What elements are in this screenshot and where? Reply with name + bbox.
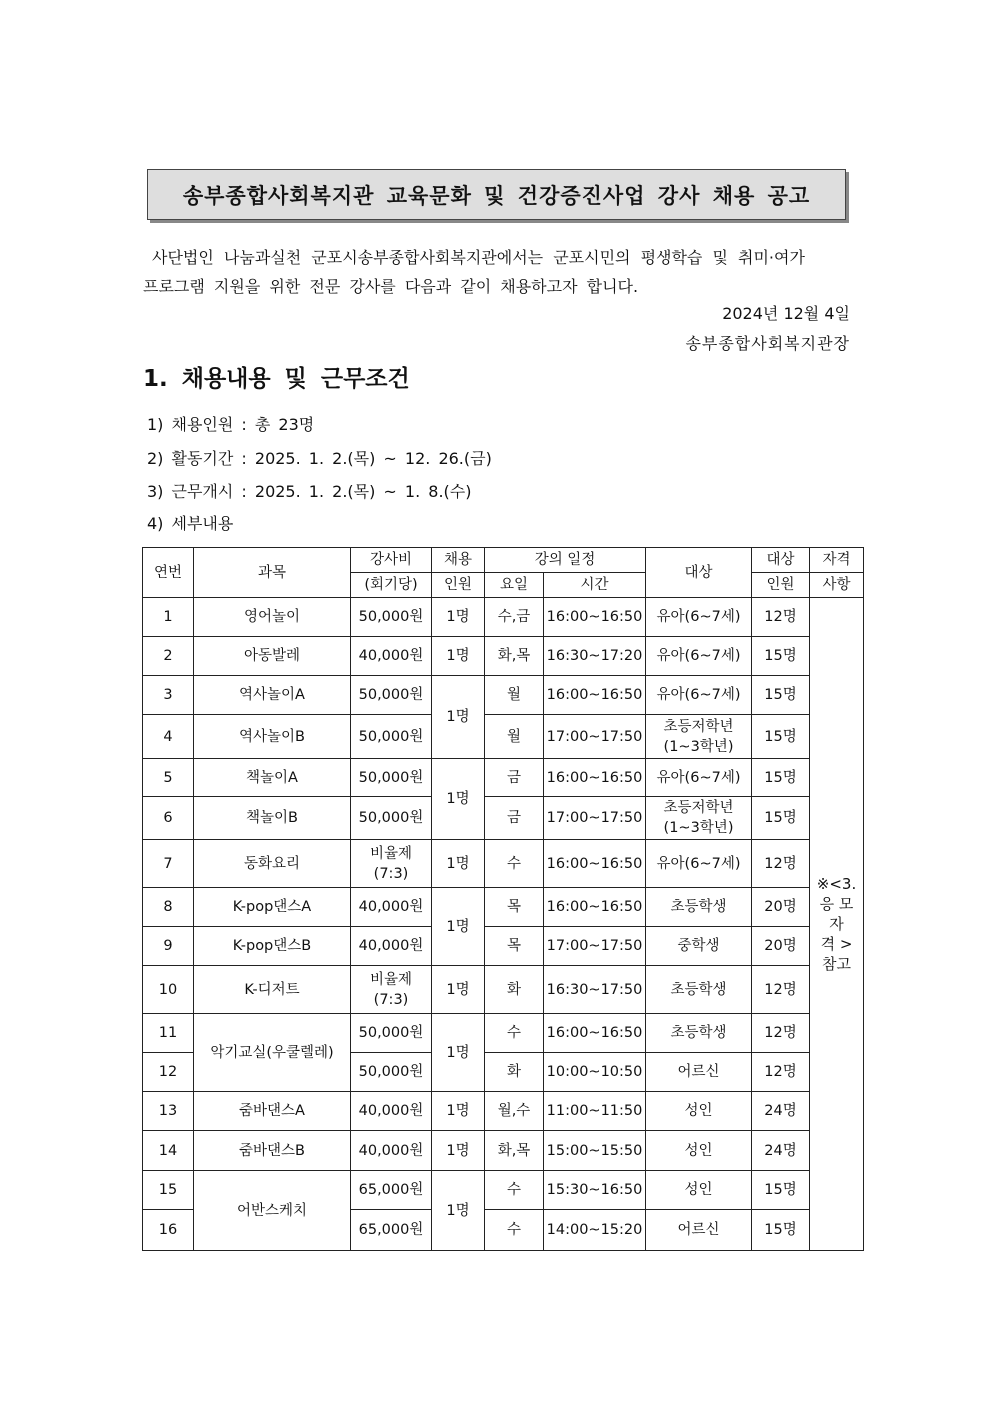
target-line: 초등저학년 <box>663 800 734 816</box>
cell-hire: 1명 <box>432 1014 485 1092</box>
cell-target: 성인 <box>646 1171 752 1210</box>
cell-hire: 1명 <box>432 759 485 840</box>
table-row <box>143 966 864 1014</box>
cell-no: 1 <box>143 598 194 637</box>
cell-target: 초등학생 <box>646 888 752 927</box>
cell-subject: 영어놀이 <box>194 598 351 637</box>
cell-qualification <box>810 598 864 1251</box>
cell-day: 금 <box>485 759 544 797</box>
item-details: 4) 세부내용 <box>147 514 234 533</box>
table-row <box>143 840 864 888</box>
cell-count: 12명 <box>752 840 810 888</box>
cell-count: 15명 <box>752 715 810 759</box>
cell-subject: 줌바댄스A <box>194 1092 351 1131</box>
cell-time: 15:00~15:50 <box>544 1131 646 1171</box>
cell-time: 17:00~17:50 <box>544 927 646 966</box>
cell-count: 12명 <box>752 598 810 637</box>
cell-fee <box>351 840 432 888</box>
cell-day: 목 <box>485 888 544 927</box>
cell-no: 13 <box>143 1092 194 1131</box>
cell-hire: 1명 <box>432 637 485 676</box>
intro-paragraph <box>143 243 851 301</box>
fee-line: 비율제 <box>369 971 413 988</box>
cell-target: 유아(6~7세) <box>646 676 752 715</box>
table-row <box>143 797 864 840</box>
cell-fee: 40,000원 <box>351 1092 432 1131</box>
cell-count: 12명 <box>752 966 810 1014</box>
cell-day: 화,목 <box>485 637 544 676</box>
cell-no: 9 <box>143 927 194 966</box>
qualification-line: 참고 <box>822 955 851 973</box>
cell-day: 수 <box>485 1014 544 1053</box>
cell-target: 유아(6~7세) <box>646 759 752 797</box>
cell-target: 유아(6~7세) <box>646 840 752 888</box>
cell-day: 화 <box>485 1053 544 1092</box>
cell-fee: 40,000원 <box>351 1131 432 1171</box>
cell-fee: 40,000원 <box>351 888 432 927</box>
cell-no: 2 <box>143 637 194 676</box>
cell-subject: 줌바댄스B <box>194 1131 351 1171</box>
header-target: 대상 <box>646 548 752 598</box>
cell-no: 7 <box>143 840 194 888</box>
cell-time: 17:00~17:50 <box>544 715 646 759</box>
cell-no: 12 <box>143 1053 194 1092</box>
cell-count: 15명 <box>752 676 810 715</box>
cell-target: 초등학생 <box>646 1014 752 1053</box>
header-day: 요일 <box>485 573 544 598</box>
qualification-line: 격 > <box>820 935 853 953</box>
cell-subject: 역사놀이A <box>194 676 351 715</box>
cell-time: 16:30~17:20 <box>544 637 646 676</box>
cell-fee: 40,000원 <box>351 927 432 966</box>
qualification-line: ※<3. <box>816 875 857 893</box>
cell-time: 16:00~16:50 <box>544 1014 646 1053</box>
cell-day: 월 <box>485 715 544 759</box>
recruitment-table <box>142 547 864 1251</box>
cell-time: 15:30~16:50 <box>544 1171 646 1210</box>
cell-fee: 65,000원 <box>351 1210 432 1251</box>
header-subject: 과목 <box>194 548 351 598</box>
cell-hire: 1명 <box>432 888 485 966</box>
cell-no: 3 <box>143 676 194 715</box>
cell-day: 월,수 <box>485 1092 544 1131</box>
cell-fee <box>351 966 432 1014</box>
page-title: 송부종합사회복지관 교육문화 및 건강증진사업 강사 채용 공고 <box>147 169 846 220</box>
cell-count: 12명 <box>752 1014 810 1053</box>
table-row <box>143 927 864 966</box>
target-line: 초등저학년 <box>663 718 734 735</box>
fee-line: (7:3) <box>373 991 409 1008</box>
cell-day: 목 <box>485 927 544 966</box>
table-row <box>143 676 864 715</box>
cell-day: 금 <box>485 797 544 840</box>
header-fee: 강사비 <box>351 548 432 573</box>
header-qualification-sub: 사항 <box>810 573 864 598</box>
header-fee-sub: (회기당) <box>351 573 432 598</box>
cell-target: 어르신 <box>646 1210 752 1251</box>
cell-count: 15명 <box>752 1171 810 1210</box>
cell-time: 17:00~17:50 <box>544 797 646 840</box>
cell-time: 10:00~10:50 <box>544 1053 646 1092</box>
cell-day: 수,금 <box>485 598 544 637</box>
cell-count: 15명 <box>752 759 810 797</box>
cell-target: 성인 <box>646 1092 752 1131</box>
header-count: 대상 <box>752 548 810 573</box>
cell-count: 20명 <box>752 927 810 966</box>
cell-target: 성인 <box>646 1131 752 1171</box>
cell-day: 화 <box>485 966 544 1014</box>
cell-time: 16:00~16:50 <box>544 840 646 888</box>
cell-no: 16 <box>143 1210 194 1251</box>
cell-hire: 1명 <box>432 1092 485 1131</box>
item-period: 2) 활동기간 : 2025. 1. 2.(목) ~ 12. 26.(금) <box>147 449 492 468</box>
cell-target <box>646 797 752 840</box>
cell-hire: 1명 <box>432 1131 485 1171</box>
cell-target: 중학생 <box>646 927 752 966</box>
cell-day: 수 <box>485 1210 544 1251</box>
cell-count: 15명 <box>752 797 810 840</box>
target-line: (1~3학년) <box>663 820 734 836</box>
cell-fee: 50,000원 <box>351 797 432 840</box>
header-count-sub: 인원 <box>752 573 810 598</box>
announcement-date: 2024년 12월 4일 <box>722 304 850 323</box>
header-no: 연번 <box>143 548 194 598</box>
signature: 송부종합사회복지관장 <box>685 334 850 353</box>
fee-line: (7:3) <box>373 865 409 882</box>
cell-target: 유아(6~7세) <box>646 637 752 676</box>
cell-time: 16:30~17:50 <box>544 966 646 1014</box>
cell-fee: 50,000원 <box>351 676 432 715</box>
table-row <box>143 1171 864 1210</box>
table-row <box>143 637 864 676</box>
cell-no: 5 <box>143 759 194 797</box>
cell-time: 16:00~16:50 <box>544 598 646 637</box>
cell-hire: 1명 <box>432 840 485 888</box>
cell-no: 6 <box>143 797 194 840</box>
cell-subject: K-디저트 <box>194 966 351 1014</box>
cell-hire: 1명 <box>432 676 485 759</box>
table-row <box>143 1014 864 1053</box>
cell-subject: 아동발레 <box>194 637 351 676</box>
item-start: 3) 근무개시 : 2025. 1. 2.(목) ~ 1. 8.(수) <box>147 482 472 501</box>
cell-no: 4 <box>143 715 194 759</box>
cell-no: 15 <box>143 1171 194 1210</box>
cell-day: 월 <box>485 676 544 715</box>
cell-count: 12명 <box>752 1053 810 1092</box>
table-row <box>143 1131 864 1171</box>
cell-count: 24명 <box>752 1131 810 1171</box>
cell-time: 16:00~16:50 <box>544 759 646 797</box>
cell-target: 어르신 <box>646 1053 752 1092</box>
cell-fee: 40,000원 <box>351 637 432 676</box>
cell-subject: 악기교실(우쿨렐레) <box>194 1014 351 1092</box>
cell-time: 14:00~15:20 <box>544 1210 646 1251</box>
cell-hire: 1명 <box>432 1171 485 1251</box>
cell-fee: 50,000원 <box>351 598 432 637</box>
cell-subject: 책놀이B <box>194 797 351 840</box>
table-row <box>143 888 864 927</box>
cell-hire: 1명 <box>432 966 485 1014</box>
table-row <box>143 1092 864 1131</box>
cell-hire: 1명 <box>432 598 485 637</box>
section-heading: 1. 채용내용 및 근무조건 <box>143 366 410 392</box>
cell-count: 15명 <box>752 637 810 676</box>
cell-no: 8 <box>143 888 194 927</box>
fee-line: 비율제 <box>369 845 413 862</box>
cell-fee: 50,000원 <box>351 715 432 759</box>
cell-day: 수 <box>485 1171 544 1210</box>
cell-time: 16:00~16:50 <box>544 676 646 715</box>
header-schedule: 강의 일정 <box>485 548 646 573</box>
cell-fee: 50,000원 <box>351 759 432 797</box>
cell-no: 14 <box>143 1131 194 1171</box>
target-line: (1~3학년) <box>663 738 734 755</box>
cell-fee: 50,000원 <box>351 1053 432 1092</box>
cell-fee: 50,000원 <box>351 1014 432 1053</box>
cell-target: 초등학생 <box>646 966 752 1014</box>
cell-time: 11:00~11:50 <box>544 1092 646 1131</box>
header-hire: 채용 <box>432 548 485 573</box>
cell-count: 24명 <box>752 1092 810 1131</box>
cell-subject: K-pop댄스A <box>194 888 351 927</box>
header-time: 시간 <box>544 573 646 598</box>
cell-count: 15명 <box>752 1210 810 1251</box>
item-headcount: 1) 채용인원 : 총 23명 <box>147 415 315 434</box>
cell-no: 10 <box>143 966 194 1014</box>
cell-target <box>646 715 752 759</box>
cell-subject: 동화요리 <box>194 840 351 888</box>
cell-subject: 책놀이A <box>194 759 351 797</box>
cell-no: 11 <box>143 1014 194 1053</box>
intro-line-1: 사단법인 나눔과실천 군포시송부종합사회복지관에서는 군포시민의 평생학습 및 취미·여가 <box>152 248 805 267</box>
cell-time: 16:00~16:50 <box>544 888 646 927</box>
cell-count: 20명 <box>752 888 810 927</box>
table-row <box>143 759 864 797</box>
header-qualification: 자격 <box>810 548 864 573</box>
header-hire-sub: 인원 <box>432 573 485 598</box>
table-row <box>143 715 864 759</box>
cell-day: 화,목 <box>485 1131 544 1171</box>
table-row <box>143 598 864 637</box>
cell-subject: K-pop댄스B <box>194 927 351 966</box>
qualification-line: 자 <box>829 915 844 933</box>
qualification-line: 응 모 <box>819 895 854 913</box>
intro-line-2: 프로그램 지원을 위한 전문 강사를 다음과 같이 채용하고자 합니다. <box>143 277 639 296</box>
cell-subject: 역사놀이B <box>194 715 351 759</box>
cell-subject: 어반스케치 <box>194 1171 351 1251</box>
cell-fee: 65,000원 <box>351 1171 432 1210</box>
cell-day: 수 <box>485 840 544 888</box>
cell-target: 유아(6~7세) <box>646 598 752 637</box>
